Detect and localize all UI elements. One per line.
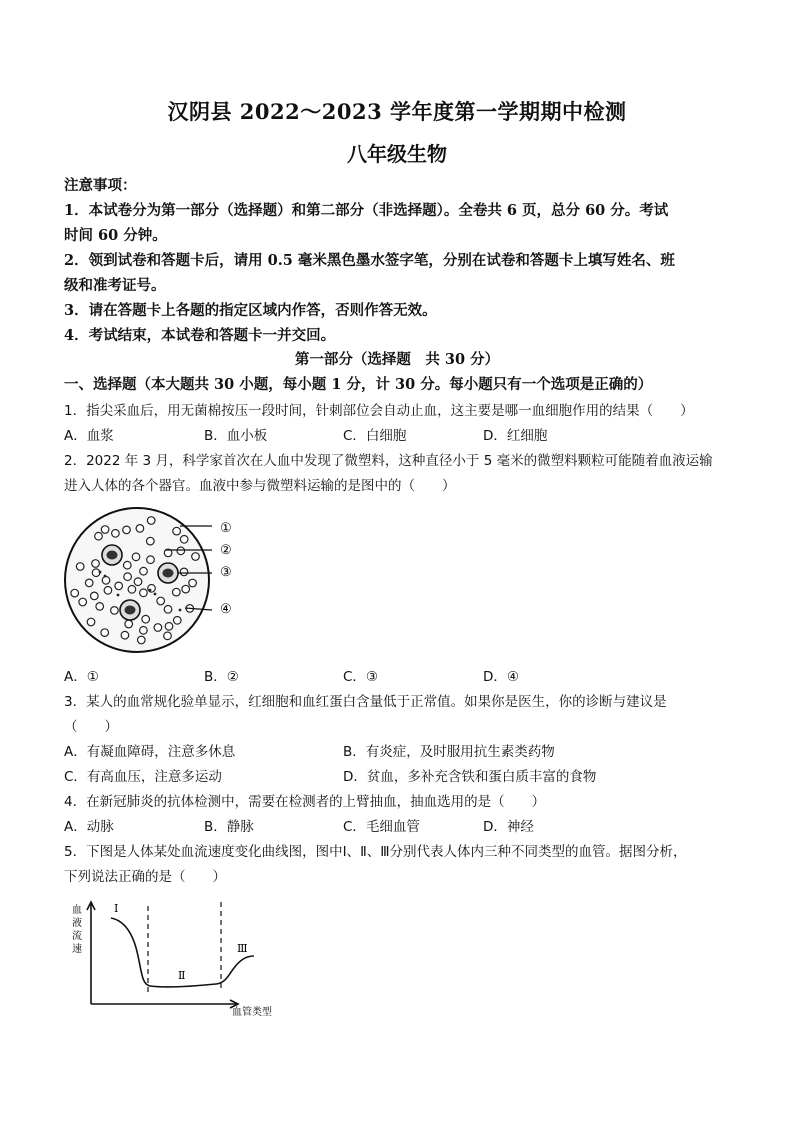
- q4-option-b: B．静脉: [204, 819, 254, 835]
- red-blood-cell: [132, 553, 140, 561]
- q3-option-c: C．有高血压，注意多运动: [64, 769, 222, 785]
- red-blood-cell: [147, 537, 155, 545]
- red-blood-cell: [138, 636, 146, 644]
- red-blood-cell: [165, 623, 173, 631]
- red-blood-cell: [79, 598, 87, 606]
- question-2-line: 进入人体的各个器官。血液中参与微塑料运输的是图中的（ ）: [64, 478, 456, 494]
- red-blood-cell: [123, 526, 131, 534]
- q4-option-a: A．动脉: [64, 819, 114, 835]
- q4-option-c: C．毛细血管: [343, 819, 420, 835]
- cell-nucleus: [125, 606, 136, 615]
- red-blood-cell: [87, 618, 95, 626]
- figure-label-3: ③: [220, 565, 232, 580]
- notice-line: 1．本试卷分为第一部分（选择题）和第二部分（非选择题）。全卷共 6 页，总分 60 分。考试: [64, 202, 669, 219]
- red-blood-cell: [177, 547, 185, 555]
- q4-option-d: D．神经: [483, 819, 534, 835]
- red-blood-cell: [174, 617, 182, 625]
- q3-option-d: D．贫血，多补充含铁和蛋白质丰富的食物: [343, 769, 597, 785]
- red-blood-cell: [96, 603, 104, 611]
- question-3-line: （ ）: [64, 719, 118, 735]
- blood-smear-figure: [60, 500, 250, 660]
- figure-label-2: ②: [220, 543, 232, 558]
- red-blood-cell: [101, 629, 109, 637]
- notice-line: 级和准考证号。: [64, 277, 166, 294]
- red-blood-cell: [182, 585, 190, 593]
- platelet: [149, 589, 152, 592]
- red-blood-cell: [124, 561, 132, 569]
- question-4: 4．在新冠肺炎的抗体检测中，需要在检测者的上臂抽血，抽血选用的是（ ）: [64, 794, 546, 810]
- red-blood-cell: [148, 585, 156, 593]
- red-blood-cell: [173, 588, 181, 596]
- notice-line: 3．请在答题卡上各题的指定区域内作答，否则作答无效。: [64, 302, 437, 319]
- q2-option-a: A．①: [64, 669, 99, 685]
- red-blood-cell: [71, 589, 79, 597]
- red-blood-cell: [142, 615, 150, 623]
- blood-flow-graph: [66, 896, 291, 1021]
- question-1: 1．指尖采血后，用无菌棉按压一段时间，针刺部位会自动止血，这主要是哪一血细胞作用的结果（ ）: [64, 403, 694, 419]
- red-blood-cell: [147, 556, 155, 564]
- q1-option-c: C．白细胞: [343, 428, 407, 444]
- red-blood-cell: [92, 560, 100, 568]
- cell-nucleus: [107, 551, 118, 560]
- red-blood-cell: [180, 536, 188, 544]
- red-blood-cell: [111, 607, 119, 615]
- section-heading: 一、选择题（本大题共 30 小题，每小题 1 分，计 30 分。每小题只有一个选项是正确的）: [64, 376, 653, 393]
- red-blood-cell: [136, 525, 144, 533]
- q3-option-b: B．有炎症，及时服用抗生素类药物: [343, 744, 555, 760]
- red-blood-cell: [112, 530, 120, 538]
- notice-line: 4．考试结束，本试卷和答题卡一并交回。: [64, 327, 336, 344]
- question-2-line: 2．2022 年 3 月，科学家首次在人血中发现了微塑料，这种直径小于 5 毫米的微塑料颗粒可能随着血液运输: [64, 453, 713, 469]
- exam-subtitle: 八年级生物: [347, 142, 447, 166]
- red-blood-cell: [101, 526, 109, 534]
- question-5-line: 5．下图是人体某处血流速度变化曲线图，图中Ⅰ、Ⅱ、Ⅲ分别代表人体内三种不同类型的血管。据图分析，: [64, 844, 687, 860]
- q2-option-d: D．④: [483, 669, 519, 685]
- figure-label-4: ④: [220, 602, 232, 617]
- red-blood-cell: [192, 553, 200, 561]
- red-blood-cell: [189, 579, 197, 587]
- red-blood-cell: [164, 632, 172, 640]
- curve-label-1: Ⅰ: [114, 902, 119, 915]
- red-blood-cell: [140, 589, 148, 597]
- q3-option-a: A．有凝血障碍，注意多休息: [64, 744, 236, 760]
- y-label-char: 流: [72, 931, 82, 942]
- cell-nucleus: [163, 569, 174, 578]
- question-3-line: 3．某人的血常规化验单显示，红细胞和血红蛋白含量低于正常值。如果你是医生，你的诊断与建议是: [64, 694, 667, 710]
- red-blood-cell: [95, 532, 103, 540]
- curve-label-3: Ⅲ: [237, 942, 248, 955]
- q1-option-a: A．血浆: [64, 428, 114, 444]
- y-label-char: 血: [72, 905, 82, 916]
- platelet: [179, 609, 182, 612]
- notice-line: 2．领到试卷和答题卡后，请用 0.5 毫米黑色墨水签字笔，分别在试卷和答题卡上填写姓名、班: [64, 252, 675, 269]
- red-blood-cell: [154, 624, 162, 632]
- q2-option-b: B．②: [204, 669, 239, 685]
- y-label-char: 液: [72, 918, 82, 929]
- part1-heading: 第一部分（选择题 共 30 分）: [294, 351, 500, 368]
- red-blood-cell: [134, 578, 142, 586]
- red-blood-cell: [173, 527, 181, 535]
- red-blood-cell: [125, 620, 133, 628]
- q2-option-c: C．③: [343, 669, 379, 685]
- red-blood-cell: [91, 592, 99, 600]
- red-blood-cell: [157, 597, 165, 605]
- red-blood-cell: [76, 563, 84, 571]
- q1-option-b: B．血小板: [204, 428, 268, 444]
- notice-line: 时间 60 分钟。: [64, 227, 167, 244]
- y-label-char: 速: [72, 944, 82, 955]
- red-blood-cell: [102, 577, 110, 585]
- red-blood-cell: [128, 586, 136, 594]
- red-blood-cell: [115, 582, 123, 590]
- notice-heading: 注意事项：: [64, 177, 137, 194]
- platelet: [117, 594, 120, 597]
- red-blood-cell: [140, 627, 148, 635]
- red-blood-cell: [164, 606, 172, 614]
- red-blood-cell: [140, 567, 148, 575]
- figure-label-1: ①: [220, 521, 232, 536]
- platelet: [99, 571, 102, 574]
- q1-option-d: D．红细胞: [483, 428, 548, 444]
- red-blood-cell: [92, 569, 100, 577]
- red-blood-cell: [85, 579, 93, 587]
- exam-title: 汉阴县 2022～2023 学年度第一学期期中检测: [167, 99, 627, 124]
- curve-label-2: Ⅱ: [178, 969, 186, 982]
- red-blood-cell: [121, 631, 129, 639]
- red-blood-cell: [104, 587, 112, 595]
- platelet: [154, 593, 157, 596]
- red-blood-cell: [147, 517, 155, 525]
- red-blood-cell: [124, 573, 132, 581]
- red-blood-cell: [180, 568, 188, 576]
- platelet: [104, 575, 107, 578]
- x-axis-label: 血管类型: [232, 1007, 272, 1018]
- question-5-line: 下列说法正确的是（ ）: [64, 869, 226, 885]
